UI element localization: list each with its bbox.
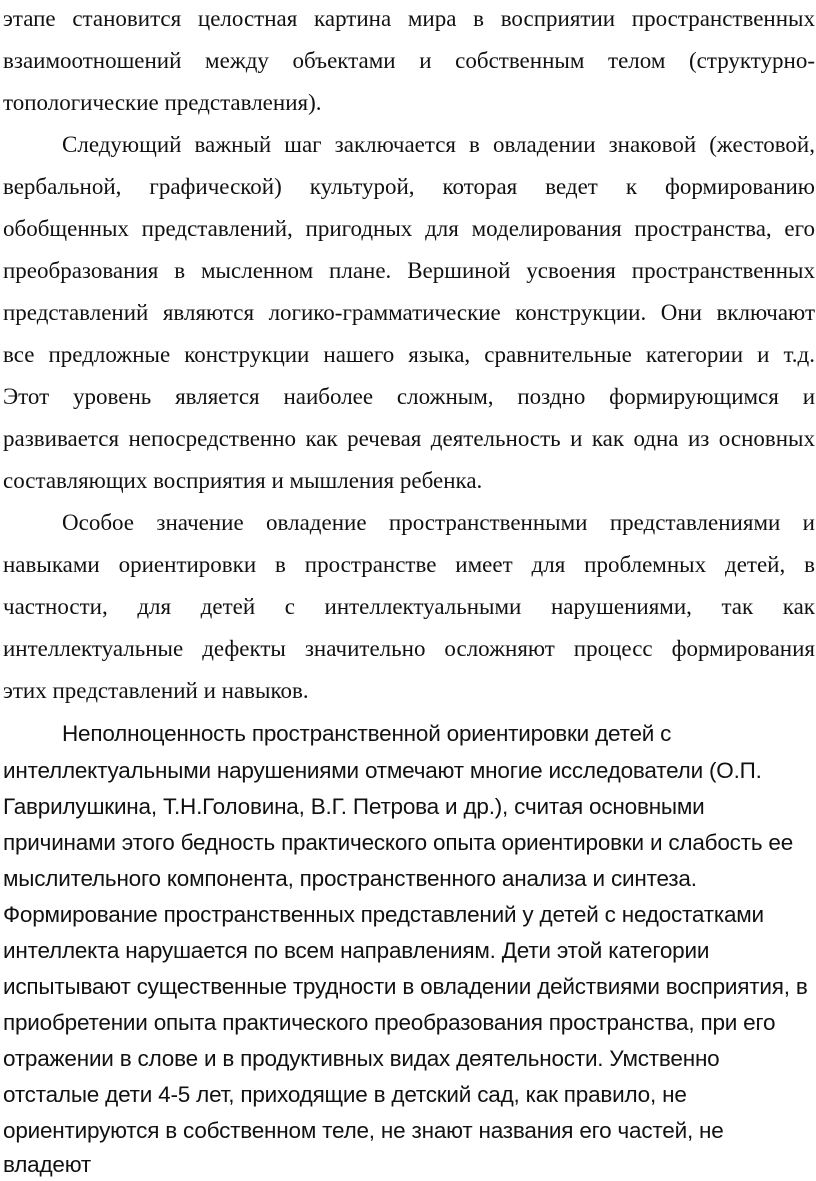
text-line: отражении в слове и в продуктивных видах деятельности. Умственно bbox=[3, 1046, 720, 1071]
text-line: Формирование пространственных представлений у детей с недостатками bbox=[3, 902, 764, 927]
text-line: Неполноценность пространственной ориентировки детей с bbox=[62, 721, 672, 746]
text-line: Особое значение овладение пространственными представлениями и bbox=[62, 510, 815, 535]
text-line: этапе становится целостная картина мира в восприятии пространственных bbox=[3, 6, 815, 31]
text-line: ориентируются в собственном теле, не знают названия его частей, не bbox=[3, 1118, 724, 1143]
text-line: этих представлений и навыков. bbox=[3, 678, 309, 703]
text-line: Гаврилушкина, Т.Н.Головина, В.Г. Петрова и др.), считая основными bbox=[3, 794, 705, 819]
text-line: навыками ориентировки в пространстве имеет для проблемных детей, в bbox=[3, 552, 815, 577]
text-line: отсталые дети 4-5 лет, приходящие в детский сад, как правило, не bbox=[3, 1082, 687, 1107]
text-line: развивается непосредственно как речевая деятельность и как одна из основных bbox=[3, 426, 815, 451]
text-line: взаимоотношений между объектами и собственным телом (структурно- bbox=[3, 48, 815, 73]
text-line: преобразования в мысленном плане. Вершиной усвоения пространственных bbox=[3, 258, 815, 283]
text-line: испытывают существенные трудности в овладении действиями восприятия, в bbox=[3, 974, 808, 999]
text-line: представлений являются логико-грамматические конструкции. Они включают bbox=[3, 300, 815, 325]
text-line: интеллекта нарушается по всем направлениям. Дети этой категории bbox=[3, 938, 710, 963]
text-line: мыслительного компонента, пространственного анализа и синтеза. bbox=[3, 866, 697, 891]
text-line: Этот уровень является наиболее сложным, поздно формирующимся и bbox=[3, 384, 815, 409]
text-line: обобщенных представлений, пригодных для моделирования пространства, его bbox=[3, 216, 815, 241]
text-line: частности, для детей с интеллектуальными нарушениями, так как bbox=[3, 594, 815, 619]
text-line: приобретении опыта практического преобразования пространства, при его bbox=[3, 1010, 776, 1035]
text-line: интеллектуальными нарушениями отмечают многие исследователи (О.П. bbox=[3, 758, 762, 783]
text-line: интеллектуальные дефекты значительно осложняют процесс формирования bbox=[3, 636, 815, 661]
text-line: вербальной, графической) культурой, которая ведет к формированию bbox=[3, 174, 815, 199]
text-line: составляющих восприятия и мышления ребенка. bbox=[3, 468, 483, 493]
text-line: Следующий важный шаг заключается в овладении знаковой (жестовой, bbox=[62, 132, 815, 157]
text-line: владеют bbox=[3, 1152, 92, 1177]
text-line: топологические представления). bbox=[3, 90, 322, 115]
text-line: все предложные конструкции нашего языка, сравнительные категории и т.д. bbox=[3, 342, 815, 367]
text-line: причинами этого бедность практического опыта ориентировки и слабость ее bbox=[3, 830, 794, 855]
